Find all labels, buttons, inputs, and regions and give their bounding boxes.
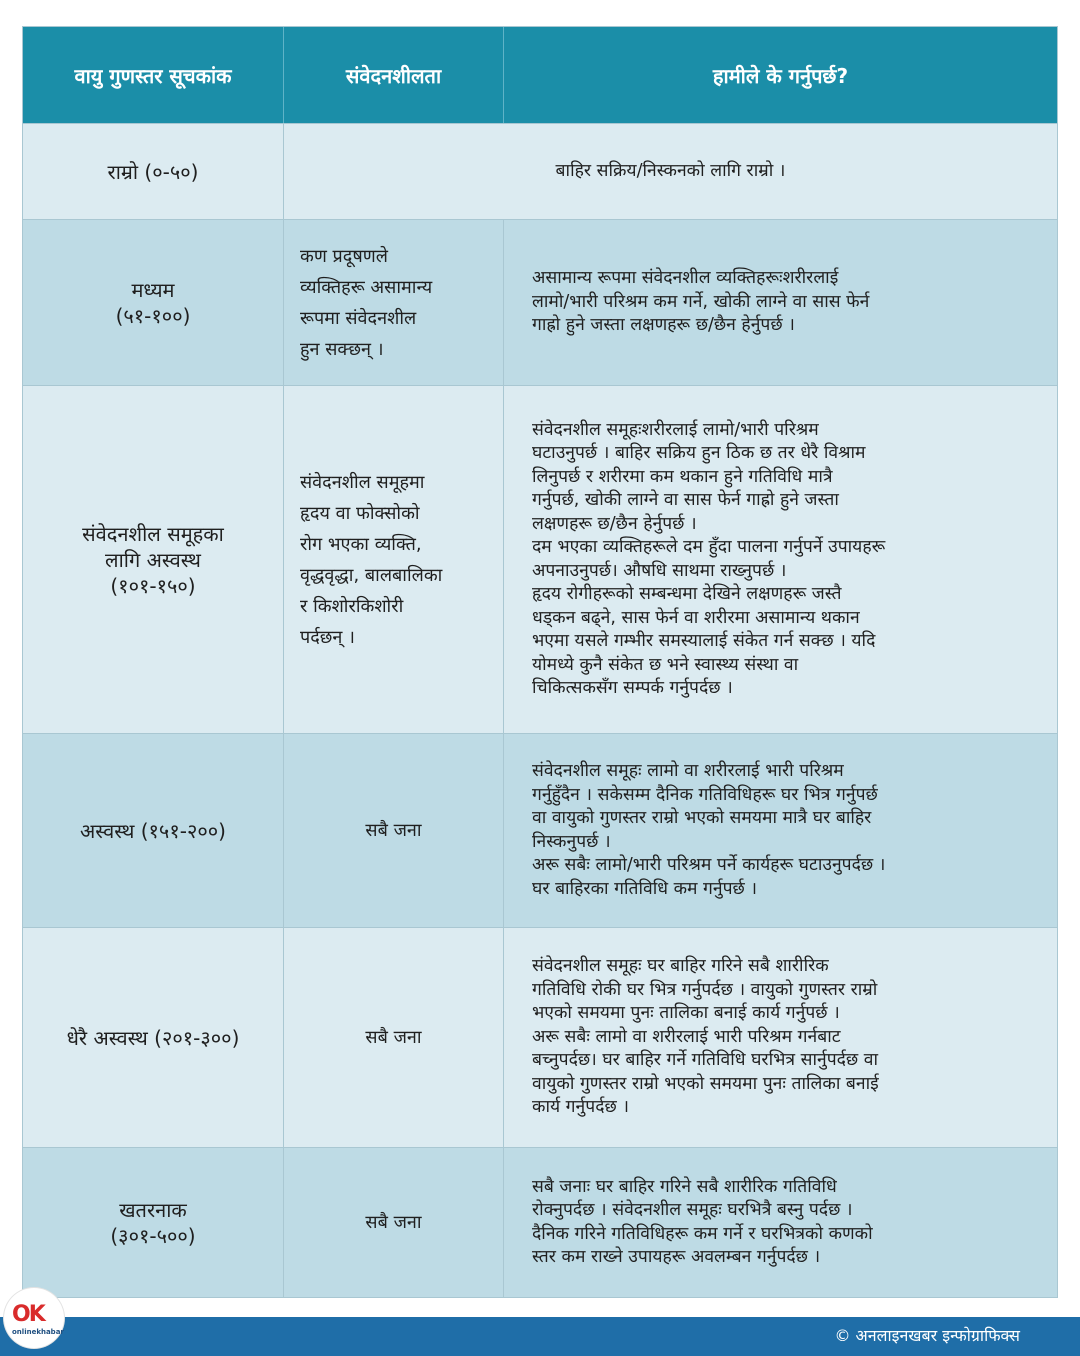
table-row bbox=[23, 1147, 1057, 1297]
sensitivity-line: हृदय वा फोक्सोको bbox=[300, 502, 420, 524]
action-line: अरू सबैः लामो वा शरीरलाई भारी परिश्रम गर्नबाट bbox=[532, 1026, 841, 1047]
sensitivity-line: सबै जना bbox=[365, 820, 422, 841]
action-text bbox=[503, 1148, 1057, 1297]
action-line: लक्षणहरू छ/छैन हेर्नुपर्छ । bbox=[532, 513, 697, 534]
aqi-table bbox=[22, 26, 1058, 1298]
action-line: भएको समयमा पुनः तालिका बनाई कार्य गर्नुपर्छ । bbox=[532, 1003, 840, 1024]
table-row bbox=[23, 733, 1057, 927]
action-line: बाहिर सक्रिय/निस्कनको लागि राम्रो । bbox=[555, 160, 786, 181]
action-line: अपनाउनुपर्छ। औषधि साथमा राख्नुपर्छ । bbox=[532, 560, 787, 581]
aqi-level: मध्यम (५१-१००) bbox=[115, 277, 191, 328]
sensitivity-line: संवेदनशील समूहमा bbox=[300, 471, 425, 493]
action-line: गर्नुपर्छ, खोकी लाग्ने वा सास फेर्न गाह्रो हुने जस्ता bbox=[532, 490, 839, 510]
sensitivity-text bbox=[283, 220, 503, 385]
action-line: लामो/भारी परिश्रम कम गर्ने, खोकी लाग्ने वा सास फेर्न bbox=[532, 291, 870, 312]
sensitivity-line: र किशोरकिशोरी bbox=[300, 595, 404, 617]
action-line: संवेदनशील समूहः घर बाहिर गरिने सबै शारीरिक bbox=[532, 956, 829, 977]
sensitivity-line: रोग भएका व्यक्ति, bbox=[300, 533, 422, 555]
action-line: लिनुपर्छ र शरीरमा कम थकान हुने गतिविधि मात्रै bbox=[532, 466, 833, 487]
sensitivity-text bbox=[283, 386, 503, 733]
sensitivity-line: सबै जना bbox=[365, 1212, 422, 1233]
table-header bbox=[23, 27, 1057, 123]
aqi-level: संवेदनशील समूहका लागि अस्वस्थ (१०१-१५०) bbox=[82, 521, 224, 598]
aqi-level: अस्वस्थ (१५१-२००) bbox=[80, 818, 226, 843]
action-line: धड्कन बढ्ने, सास फेर्न वा शरीरमा असामान्य थकान bbox=[532, 607, 860, 628]
action-line: दम भएका व्यक्तिहरूले दम हुँदा पालना गर्नुपर्ने उपायहरू bbox=[532, 537, 886, 557]
footer-bar bbox=[0, 1317, 1080, 1356]
action-line: वा वायुको गुणस्तर राम्रो भएको समयमा मात्रै घर बाहिर bbox=[532, 808, 872, 828]
sensitivity-text bbox=[283, 928, 503, 1147]
sensitivity-line: हुन सक्छन् । bbox=[300, 338, 384, 360]
sensitivity-line: रूपमा संवेदनशील bbox=[300, 307, 417, 329]
action-line: गर्नुहुँदैन । सकेसम्म दैनिक गतिविधिहरू घर भित्र गर्नुपर्छ bbox=[532, 784, 878, 805]
action-line: बच्नुपर्दछ। घर बाहिर गर्ने गतिविधि घरभित्र सार्नुपर्दछ वा bbox=[532, 1050, 879, 1071]
sensitivity-line: सबै जना bbox=[365, 1027, 422, 1048]
action-text bbox=[503, 220, 1057, 385]
action-line: घर बाहिरका गतिविधि कम गर्नुपर्छ । bbox=[532, 878, 758, 899]
action-line: योमध्ये कुनै संकेत छ भने स्वास्थ्य संस्था वा bbox=[532, 654, 799, 675]
table-row bbox=[23, 927, 1057, 1147]
sensitivity-text bbox=[283, 1148, 503, 1297]
action-line: कार्य गर्नुपर्दछ । bbox=[532, 1097, 629, 1118]
table-row bbox=[23, 123, 1057, 219]
onlinekhabar-logo[interactable] bbox=[4, 1288, 64, 1348]
table-row bbox=[23, 219, 1057, 385]
aqi-level: धेरै अस्वस्थ (२०१-३००) bbox=[66, 1025, 240, 1050]
sensitivity-line: वृद्धवृद्धा, बालबालिका bbox=[300, 564, 443, 586]
action-text bbox=[503, 734, 1057, 927]
logo-mark: OK bbox=[12, 1302, 44, 1327]
action-line: सबै जनाः घर बाहिर गरिने सबै शारीरिक गतिविधि bbox=[532, 1176, 837, 1197]
table-row bbox=[23, 385, 1057, 733]
action-line: गाह्रो हुने जस्ता लक्षणहरू छ/छैन हेर्नुपर्छ । bbox=[532, 315, 795, 336]
sensitivity-text bbox=[283, 734, 503, 927]
action-line: चिकित्सकसँग सम्पर्क गर्नुपर्दछ । bbox=[532, 678, 733, 698]
sensitivity-line: व्यक्तिहरू असामान्य bbox=[300, 276, 433, 298]
action-line: हृदय रोगीहरूको सम्बन्धमा देखिने लक्षणहरू जस्तै bbox=[532, 584, 842, 604]
action-line: भएमा यसले गम्भीर समस्यालाई संकेत गर्न सक्छ । यदि bbox=[532, 631, 876, 651]
action-line: घटाउनुपर्छ । बाहिर सक्रिय हुन ठिक छ तर धेरै विश्राम bbox=[532, 443, 866, 463]
header-aqi: वायु गुणस्तर सूचकांक bbox=[74, 63, 232, 88]
header-actions: हामीले के गर्नुपर्छ? bbox=[503, 27, 1057, 123]
action-text bbox=[503, 928, 1057, 1147]
action-line: गतिविधि रोकी घर भित्र गर्नुपर्दछ । वायुको गुणस्तर राम्रो bbox=[532, 979, 878, 1000]
action-text bbox=[283, 124, 1057, 219]
action-line: दैनिक गरिने गतिविधिहरू कम गर्ने र घरभित्रको कणको bbox=[532, 1223, 873, 1244]
action-text bbox=[503, 386, 1057, 733]
action-line: वायुको गुणस्तर राम्रो भएको समयमा पुनः तालिका बनाई bbox=[532, 1073, 879, 1094]
copyright-credit: © अनलाइनखबर इन्फोग्राफिक्स bbox=[834, 1326, 1020, 1345]
sensitivity-line: पर्दछन् । bbox=[300, 626, 355, 648]
action-line: रोक्नुपर्दछ । संवेदनशील समूहः घरभित्रै बस्नु पर्दछ । bbox=[532, 1200, 853, 1220]
sensitivity-line: कण प्रदूषणले bbox=[300, 245, 388, 267]
action-line: अरू सबैः लामो/भारी परिश्रम पर्ने कार्यहरू घटाउनुपर्दछ । bbox=[532, 855, 886, 875]
action-line: असामान्य रूपमा संवेदनशील व्यक्तिहरूःशरीरलाई bbox=[532, 268, 839, 289]
logo-wordmark: onlinekhabar bbox=[12, 1328, 64, 1336]
action-line: स्तर कम राख्ने उपायहरू अवलम्बन गर्नुपर्दछ । bbox=[532, 1247, 821, 1267]
aqi-level: खतरनाक (३०१-५००) bbox=[110, 1197, 196, 1248]
aqi-level: राम्रो (०-५०) bbox=[107, 159, 199, 184]
action-line: संवेदनशील समूहःशरीरलाई लामो/भारी परिश्रम bbox=[532, 419, 819, 440]
action-line: संवेदनशील समूहः लामो वा शरीरलाई भारी परिश्रम bbox=[532, 761, 844, 781]
action-line: निस्कनुपर्छ । bbox=[532, 831, 611, 852]
header-sensitivity: संवेदनशीलता bbox=[283, 27, 503, 123]
